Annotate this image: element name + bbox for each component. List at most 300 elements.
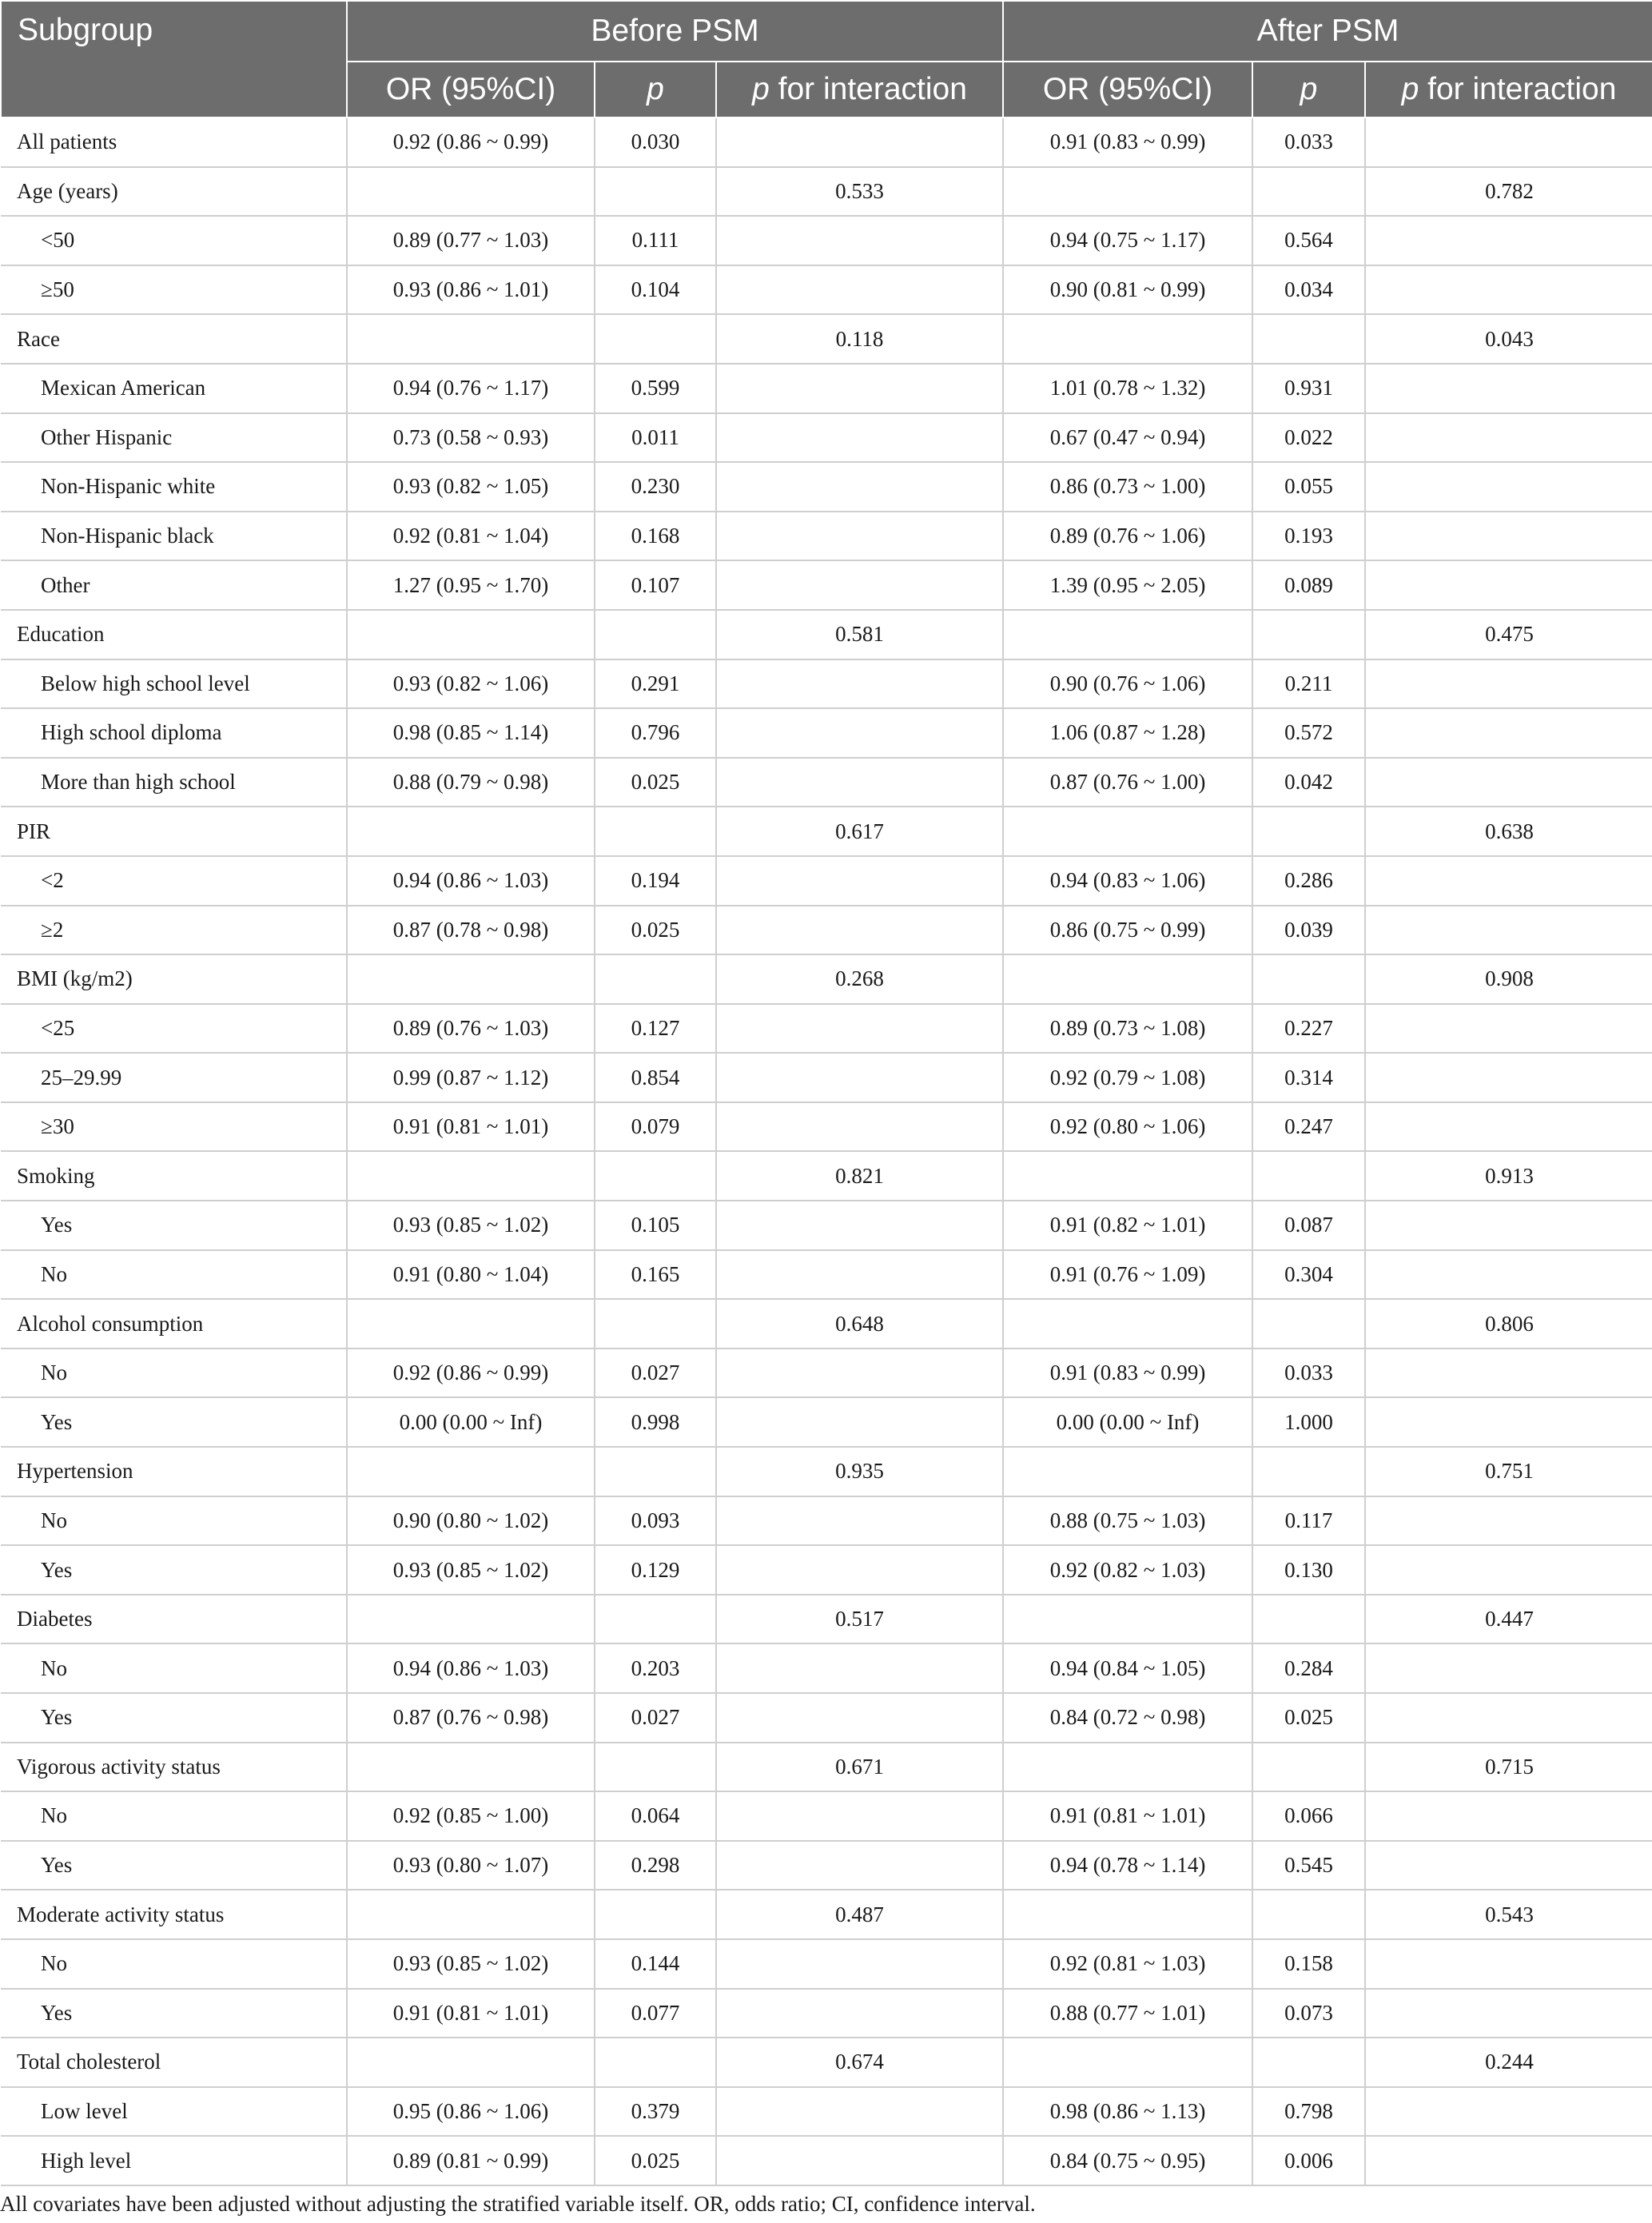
after-p-cell: 0.564 xyxy=(1252,216,1365,265)
before-p-cell: 0.107 xyxy=(595,560,716,610)
before-or-cell: 0.92 (0.85 ~ 1.00) xyxy=(347,1791,595,1841)
table-row xyxy=(1,1890,1652,1939)
before-or-cell: 0.73 (0.58 ~ 0.93) xyxy=(347,413,595,463)
p-italic: p xyxy=(752,72,770,106)
row-label: Non-Hispanic white xyxy=(1,462,347,512)
before-p-interaction-cell: 0.517 xyxy=(716,1595,1003,1644)
table-row xyxy=(1,906,1652,955)
before-or-cell: 0.91 (0.80 ~ 1.04) xyxy=(347,1250,595,1300)
before-p-cell xyxy=(595,314,716,364)
before-or-cell: 0.92 (0.81 ~ 1.04) xyxy=(347,512,595,561)
after-p-interaction-cell xyxy=(1365,216,1652,265)
p-italic: p xyxy=(1401,72,1419,106)
before-p-cell xyxy=(595,1595,716,1644)
after-p-interaction-cell xyxy=(1365,1939,1652,1989)
after-p-cell xyxy=(1252,807,1365,856)
row-label: Non-Hispanic black xyxy=(1,512,347,561)
row-label: Smoking xyxy=(1,1151,347,1201)
after-p-interaction-cell xyxy=(1365,560,1652,610)
after-p-cell: 0.033 xyxy=(1252,118,1365,167)
before-p-cell: 0.168 xyxy=(595,512,716,561)
before-or-cell xyxy=(347,610,595,659)
before-p-interaction-cell: 0.487 xyxy=(716,1890,1003,1939)
row-label: No xyxy=(1,1643,347,1693)
row-label: ≥2 xyxy=(1,906,347,955)
before-p-interaction-cell: 0.671 xyxy=(716,1743,1003,1792)
before-or-cell xyxy=(347,2038,595,2087)
table-row xyxy=(1,2136,1652,2185)
table-row xyxy=(1,1939,1652,1989)
after-p-cell: 0.073 xyxy=(1252,1989,1365,2038)
before-p-interaction-header xyxy=(716,62,1003,118)
after-or-cell: 0.94 (0.83 ~ 1.06) xyxy=(1003,856,1252,906)
after-p-interaction-cell: 0.543 xyxy=(1365,1890,1652,1939)
row-label: No xyxy=(1,1349,347,1398)
after-or-cell: 0.94 (0.78 ~ 1.14) xyxy=(1003,1841,1252,1890)
before-p-cell: 0.027 xyxy=(595,1349,716,1398)
after-or-cell xyxy=(1003,1299,1252,1349)
after-p-interaction-cell xyxy=(1365,1349,1652,1398)
before-p-cell: 0.077 xyxy=(595,1989,716,2038)
before-p-interaction-cell: 0.533 xyxy=(716,167,1003,217)
after-or-cell: 0.91 (0.82 ~ 1.01) xyxy=(1003,1201,1252,1250)
row-label: All patients xyxy=(1,118,347,167)
after-p-interaction-cell: 0.782 xyxy=(1365,167,1652,217)
before-or-cell: 0.91 (0.81 ~ 1.01) xyxy=(347,1989,595,2038)
row-label: High school diploma xyxy=(1,708,347,758)
before-p-interaction-cell xyxy=(716,1004,1003,1054)
table-row xyxy=(1,413,1652,463)
before-p-cell: 0.298 xyxy=(595,1841,716,1890)
after-or-cell: 0.00 (0.00 ~ Inf) xyxy=(1003,1397,1252,1447)
after-or-cell: 1.39 (0.95 ~ 2.05) xyxy=(1003,560,1252,610)
before-p-interaction-cell xyxy=(716,1250,1003,1300)
table-row xyxy=(1,1151,1652,1201)
after-or-cell: 0.88 (0.77 ~ 1.01) xyxy=(1003,1989,1252,2038)
table-row xyxy=(1,1201,1652,1250)
after-p-cell: 0.572 xyxy=(1252,708,1365,758)
row-label: Yes xyxy=(1,1201,347,1250)
after-or-cell: 0.86 (0.75 ~ 0.99) xyxy=(1003,906,1252,955)
before-p-cell: 0.796 xyxy=(595,708,716,758)
table-row xyxy=(1,2087,1652,2137)
before-or-cell: 0.89 (0.81 ~ 0.99) xyxy=(347,2136,595,2185)
before-p-interaction-cell xyxy=(716,118,1003,167)
after-p-cell xyxy=(1252,610,1365,659)
after-p-interaction-cell xyxy=(1365,659,1652,709)
row-label: Total cholesterol xyxy=(1,2038,347,2087)
before-p-interaction-cell xyxy=(716,462,1003,512)
before-p-cell: 0.011 xyxy=(595,413,716,463)
row-label: Other xyxy=(1,560,347,610)
after-p-cell: 0.055 xyxy=(1252,462,1365,512)
table-row xyxy=(1,167,1652,217)
before-p-cell xyxy=(595,167,716,217)
table-row xyxy=(1,1447,1652,1496)
p-interaction-text: for interaction xyxy=(769,72,967,106)
before-p-cell xyxy=(595,610,716,659)
table-row xyxy=(1,708,1652,758)
before-p-interaction-cell xyxy=(716,906,1003,955)
before-p-interaction-cell xyxy=(716,2136,1003,2185)
before-p-cell: 0.998 xyxy=(595,1397,716,1447)
before-p-interaction-cell xyxy=(716,1693,1003,1743)
table-row xyxy=(1,1693,1652,1743)
after-or-cell: 0.84 (0.72 ~ 0.98) xyxy=(1003,1693,1252,1743)
before-p-header xyxy=(595,62,716,118)
table-row xyxy=(1,118,1652,167)
before-or-cell: 0.00 (0.00 ~ Inf) xyxy=(347,1397,595,1447)
table-row xyxy=(1,1299,1652,1349)
before-p-interaction-cell xyxy=(716,1643,1003,1693)
after-or-cell xyxy=(1003,1447,1252,1496)
after-or-cell xyxy=(1003,1151,1252,1201)
after-or-cell xyxy=(1003,1595,1252,1644)
row-label: <25 xyxy=(1,1004,347,1054)
table-row xyxy=(1,2038,1652,2087)
row-label: No xyxy=(1,1250,347,1300)
after-or-cell: 0.91 (0.83 ~ 0.99) xyxy=(1003,118,1252,167)
before-or-cell: 0.95 (0.86 ~ 1.06) xyxy=(347,2087,595,2137)
table-row xyxy=(1,462,1652,512)
before-or-cell xyxy=(347,1447,595,1496)
after-p-interaction-cell: 0.244 xyxy=(1365,2038,1652,2087)
table-row xyxy=(1,1397,1652,1447)
table-row xyxy=(1,1743,1652,1792)
before-p-interaction-cell xyxy=(716,708,1003,758)
before-p-interaction-cell xyxy=(716,1201,1003,1250)
before-or-cell: 0.93 (0.85 ~ 1.02) xyxy=(347,1939,595,1989)
after-or-cell: 0.91 (0.83 ~ 0.99) xyxy=(1003,1349,1252,1398)
p-italic: p xyxy=(1300,72,1318,106)
after-or-cell xyxy=(1003,610,1252,659)
before-p-interaction-cell xyxy=(716,1545,1003,1595)
before-p-cell: 0.127 xyxy=(595,1004,716,1054)
row-label: Yes xyxy=(1,1545,347,1595)
table-row xyxy=(1,364,1652,413)
before-or-cell: 0.93 (0.85 ~ 1.02) xyxy=(347,1545,595,1595)
before-or-cell: 1.27 (0.95 ~ 1.70) xyxy=(347,560,595,610)
table-row xyxy=(1,265,1652,315)
before-p-cell: 0.203 xyxy=(595,1643,716,1693)
before-p-interaction-cell xyxy=(716,856,1003,906)
before-p-interaction-cell xyxy=(716,1939,1003,1989)
after-or-cell xyxy=(1003,2038,1252,2087)
table-row xyxy=(1,758,1652,807)
before-p-cell: 0.129 xyxy=(595,1545,716,1595)
before-p-cell xyxy=(595,2038,716,2087)
table-row xyxy=(1,1349,1652,1398)
after-or-cell: 1.06 (0.87 ~ 1.28) xyxy=(1003,708,1252,758)
before-p-cell: 0.030 xyxy=(595,118,716,167)
after-p-interaction-cell: 0.806 xyxy=(1365,1299,1652,1349)
after-p-interaction-cell xyxy=(1365,364,1652,413)
before-p-interaction-cell xyxy=(716,265,1003,315)
table-row xyxy=(1,1841,1652,1890)
after-p-interaction-cell: 0.751 xyxy=(1365,1447,1652,1496)
after-p-interaction-cell xyxy=(1365,1693,1652,1743)
before-or-cell xyxy=(347,314,595,364)
after-p-interaction-header xyxy=(1365,62,1652,118)
before-p-interaction-cell xyxy=(716,1053,1003,1102)
before-or-cell: 0.94 (0.76 ~ 1.17) xyxy=(347,364,595,413)
row-label: Diabetes xyxy=(1,1595,347,1644)
row-label: Moderate activity status xyxy=(1,1890,347,1939)
after-p-interaction-cell: 0.043 xyxy=(1365,314,1652,364)
after-or-cell: 0.98 (0.86 ~ 1.13) xyxy=(1003,2087,1252,2137)
row-label: Race xyxy=(1,314,347,364)
after-or-cell: 0.89 (0.76 ~ 1.06) xyxy=(1003,512,1252,561)
after-or-cell: 0.91 (0.81 ~ 1.01) xyxy=(1003,1791,1252,1841)
before-p-cell: 0.064 xyxy=(595,1791,716,1841)
before-or-cell: 0.89 (0.77 ~ 1.03) xyxy=(347,216,595,265)
table-row xyxy=(1,512,1652,561)
before-p-interaction-cell xyxy=(716,1989,1003,2038)
before-or-cell: 0.88 (0.79 ~ 0.98) xyxy=(347,758,595,807)
after-p-interaction-cell xyxy=(1365,906,1652,955)
before-or-header: OR (95%CI) xyxy=(347,62,595,118)
after-p-cell: 0.304 xyxy=(1252,1250,1365,1300)
before-p-interaction-cell xyxy=(716,560,1003,610)
row-label: ≥30 xyxy=(1,1102,347,1152)
row-label: Hypertension xyxy=(1,1447,347,1496)
after-p-cell xyxy=(1252,1595,1365,1644)
after-p-interaction-cell xyxy=(1365,512,1652,561)
after-p-cell xyxy=(1252,954,1365,1004)
before-or-cell xyxy=(347,954,595,1004)
after-or-cell: 0.90 (0.76 ~ 1.06) xyxy=(1003,659,1252,709)
before-or-cell xyxy=(347,1151,595,1201)
after-or-cell: 0.88 (0.75 ~ 1.03) xyxy=(1003,1496,1252,1546)
before-p-cell xyxy=(595,1743,716,1792)
row-label: Age (years) xyxy=(1,167,347,217)
before-or-cell: 0.94 (0.86 ~ 1.03) xyxy=(347,856,595,906)
row-label: More than high school xyxy=(1,758,347,807)
after-p-cell xyxy=(1252,314,1365,364)
table-row xyxy=(1,954,1652,1004)
after-p-interaction-cell xyxy=(1365,1053,1652,1102)
table-row xyxy=(1,807,1652,856)
before-or-cell: 0.93 (0.82 ~ 1.05) xyxy=(347,462,595,512)
table-row xyxy=(1,610,1652,659)
after-p-cell: 0.034 xyxy=(1252,265,1365,315)
after-or-cell xyxy=(1003,1890,1252,1939)
table-row xyxy=(1,560,1652,610)
after-p-cell: 0.006 xyxy=(1252,2136,1365,2185)
after-or-cell xyxy=(1003,1743,1252,1792)
after-p-cell: 0.284 xyxy=(1252,1643,1365,1693)
before-p-cell: 0.025 xyxy=(595,2136,716,2185)
before-or-cell: 0.98 (0.85 ~ 1.14) xyxy=(347,708,595,758)
after-p-cell: 0.089 xyxy=(1252,560,1365,610)
after-or-cell xyxy=(1003,954,1252,1004)
after-p-interaction-cell xyxy=(1365,1004,1652,1054)
row-label: 25–29.99 xyxy=(1,1053,347,1102)
before-p-interaction-cell: 0.674 xyxy=(716,2038,1003,2087)
row-label: Below high school level xyxy=(1,659,347,709)
after-p-header xyxy=(1252,62,1365,118)
before-p-interaction-cell xyxy=(716,216,1003,265)
before-p-cell: 0.025 xyxy=(595,906,716,955)
after-or-cell: 0.67 (0.47 ~ 0.94) xyxy=(1003,413,1252,463)
after-p-cell: 0.193 xyxy=(1252,512,1365,561)
before-p-cell: 0.025 xyxy=(595,758,716,807)
after-p-cell: 0.042 xyxy=(1252,758,1365,807)
row-label: High level xyxy=(1,2136,347,2185)
after-or-cell: 0.89 (0.73 ~ 1.08) xyxy=(1003,1004,1252,1054)
before-p-interaction-cell: 0.648 xyxy=(716,1299,1003,1349)
after-p-cell: 0.247 xyxy=(1252,1102,1365,1152)
p-interaction-text: for interaction xyxy=(1419,72,1617,106)
after-or-cell: 0.94 (0.84 ~ 1.05) xyxy=(1003,1643,1252,1693)
before-p-cell xyxy=(595,807,716,856)
table-row xyxy=(1,1496,1652,1546)
before-p-cell: 0.599 xyxy=(595,364,716,413)
before-p-cell: 0.111 xyxy=(595,216,716,265)
before-p-cell: 0.093 xyxy=(595,1496,716,1546)
before-or-cell: 0.87 (0.78 ~ 0.98) xyxy=(347,906,595,955)
after-p-cell: 0.286 xyxy=(1252,856,1365,906)
before-p-cell xyxy=(595,1299,716,1349)
before-p-interaction-cell xyxy=(716,1349,1003,1398)
before-or-cell: 0.93 (0.80 ~ 1.07) xyxy=(347,1841,595,1890)
before-p-interaction-cell xyxy=(716,364,1003,413)
after-or-cell xyxy=(1003,314,1252,364)
after-p-cell: 0.798 xyxy=(1252,2087,1365,2137)
row-label: No xyxy=(1,1496,347,1546)
before-p-cell: 0.079 xyxy=(595,1102,716,1152)
after-p-cell: 0.227 xyxy=(1252,1004,1365,1054)
before-or-cell: 0.92 (0.86 ~ 0.99) xyxy=(347,1349,595,1398)
after-p-cell xyxy=(1252,1299,1365,1349)
before-p-interaction-cell: 0.581 xyxy=(716,610,1003,659)
table-row xyxy=(1,314,1652,364)
after-or-cell: 0.86 (0.73 ~ 1.00) xyxy=(1003,462,1252,512)
before-p-cell: 0.104 xyxy=(595,265,716,315)
subgroup-header: Subgroup xyxy=(1,1,347,118)
row-label: No xyxy=(1,1939,347,1989)
after-or-cell xyxy=(1003,167,1252,217)
row-label: No xyxy=(1,1791,347,1841)
after-or-cell xyxy=(1003,807,1252,856)
after-p-interaction-cell: 0.447 xyxy=(1365,1595,1652,1644)
before-p-cell xyxy=(595,1890,716,1939)
table-body xyxy=(1,118,1652,2185)
row-label: Yes xyxy=(1,1989,347,2038)
after-p-interaction-cell xyxy=(1365,1201,1652,1250)
after-p-cell xyxy=(1252,1151,1365,1201)
after-p-interaction-cell xyxy=(1365,758,1652,807)
after-p-cell: 0.130 xyxy=(1252,1545,1365,1595)
before-p-cell: 0.165 xyxy=(595,1250,716,1300)
row-label: Alcohol consumption xyxy=(1,1299,347,1349)
after-or-cell: 0.90 (0.81 ~ 0.99) xyxy=(1003,265,1252,315)
after-p-interaction-cell: 0.638 xyxy=(1365,807,1652,856)
after-or-cell: 0.92 (0.81 ~ 1.03) xyxy=(1003,1939,1252,1989)
before-or-cell: 0.94 (0.86 ~ 1.03) xyxy=(347,1643,595,1693)
before-or-cell: 0.89 (0.76 ~ 1.03) xyxy=(347,1004,595,1054)
before-p-interaction-cell xyxy=(716,659,1003,709)
before-p-interaction-cell: 0.268 xyxy=(716,954,1003,1004)
after-or-header: OR (95%CI) xyxy=(1003,62,1252,118)
after-or-cell: 0.92 (0.80 ~ 1.06) xyxy=(1003,1102,1252,1152)
before-or-cell: 0.93 (0.86 ~ 1.01) xyxy=(347,265,595,315)
after-p-cell: 0.314 xyxy=(1252,1053,1365,1102)
row-label: Yes xyxy=(1,1841,347,1890)
after-p-interaction-cell xyxy=(1365,1397,1652,1447)
after-p-cell: 0.931 xyxy=(1252,364,1365,413)
after-p-cell xyxy=(1252,167,1365,217)
row-label: Yes xyxy=(1,1693,347,1743)
row-label: ≥50 xyxy=(1,265,347,315)
row-label: <2 xyxy=(1,856,347,906)
before-psm-header: Before PSM xyxy=(347,1,1003,62)
row-label: Mexican American xyxy=(1,364,347,413)
table-row xyxy=(1,1053,1652,1102)
before-or-cell xyxy=(347,1890,595,1939)
table-row xyxy=(1,1989,1652,2038)
after-p-interaction-cell xyxy=(1365,2087,1652,2137)
table-row xyxy=(1,1791,1652,1841)
before-p-interaction-cell xyxy=(716,1102,1003,1152)
before-p-cell xyxy=(595,1447,716,1496)
before-p-cell: 0.230 xyxy=(595,462,716,512)
table-row xyxy=(1,1102,1652,1152)
after-p-cell xyxy=(1252,1890,1365,1939)
after-p-interaction-cell: 0.913 xyxy=(1365,1151,1652,1201)
before-p-cell: 0.291 xyxy=(595,659,716,709)
before-p-cell: 0.194 xyxy=(595,856,716,906)
before-or-cell: 0.93 (0.85 ~ 1.02) xyxy=(347,1201,595,1250)
before-or-cell: 0.91 (0.81 ~ 1.01) xyxy=(347,1102,595,1152)
after-p-interaction-cell: 0.908 xyxy=(1365,954,1652,1004)
before-p-cell: 0.379 xyxy=(595,2087,716,2137)
before-or-cell: 0.92 (0.86 ~ 0.99) xyxy=(347,118,595,167)
table-row xyxy=(1,856,1652,906)
after-p-interaction-cell xyxy=(1365,1496,1652,1546)
before-p-interaction-cell: 0.118 xyxy=(716,314,1003,364)
before-p-cell: 0.105 xyxy=(595,1201,716,1250)
row-label: BMI (kg/m2) xyxy=(1,954,347,1004)
after-p-cell: 0.039 xyxy=(1252,906,1365,955)
after-p-interaction-cell xyxy=(1365,1791,1652,1841)
after-or-cell: 0.94 (0.75 ~ 1.17) xyxy=(1003,216,1252,265)
before-p-cell: 0.144 xyxy=(595,1939,716,1989)
p-italic: p xyxy=(647,72,664,106)
after-p-cell: 0.117 xyxy=(1252,1496,1365,1546)
table-row xyxy=(1,1004,1652,1054)
before-p-interaction-cell: 0.617 xyxy=(716,807,1003,856)
after-p-cell: 1.000 xyxy=(1252,1397,1365,1447)
after-p-cell: 0.022 xyxy=(1252,413,1365,463)
after-or-cell: 0.87 (0.76 ~ 1.00) xyxy=(1003,758,1252,807)
table-header xyxy=(1,1,1652,118)
before-p-interaction-cell xyxy=(716,1841,1003,1890)
after-p-interaction-cell xyxy=(1365,1250,1652,1300)
after-p-interaction-cell xyxy=(1365,413,1652,463)
row-label: Yes xyxy=(1,1397,347,1447)
table-row xyxy=(1,1643,1652,1693)
table-footnote: All covariates have been adjusted without adjusting the stratified variable itself. OR, odds ratio; CI, confidence interval. xyxy=(0,2192,1036,2216)
row-label: <50 xyxy=(1,216,347,265)
after-or-cell: 0.91 (0.76 ~ 1.09) xyxy=(1003,1250,1252,1300)
row-label: Other Hispanic xyxy=(1,413,347,463)
table-row xyxy=(1,216,1652,265)
after-p-cell xyxy=(1252,1447,1365,1496)
before-or-cell xyxy=(347,807,595,856)
row-label: Low level xyxy=(1,2087,347,2137)
after-p-interaction-cell xyxy=(1365,1989,1652,2038)
